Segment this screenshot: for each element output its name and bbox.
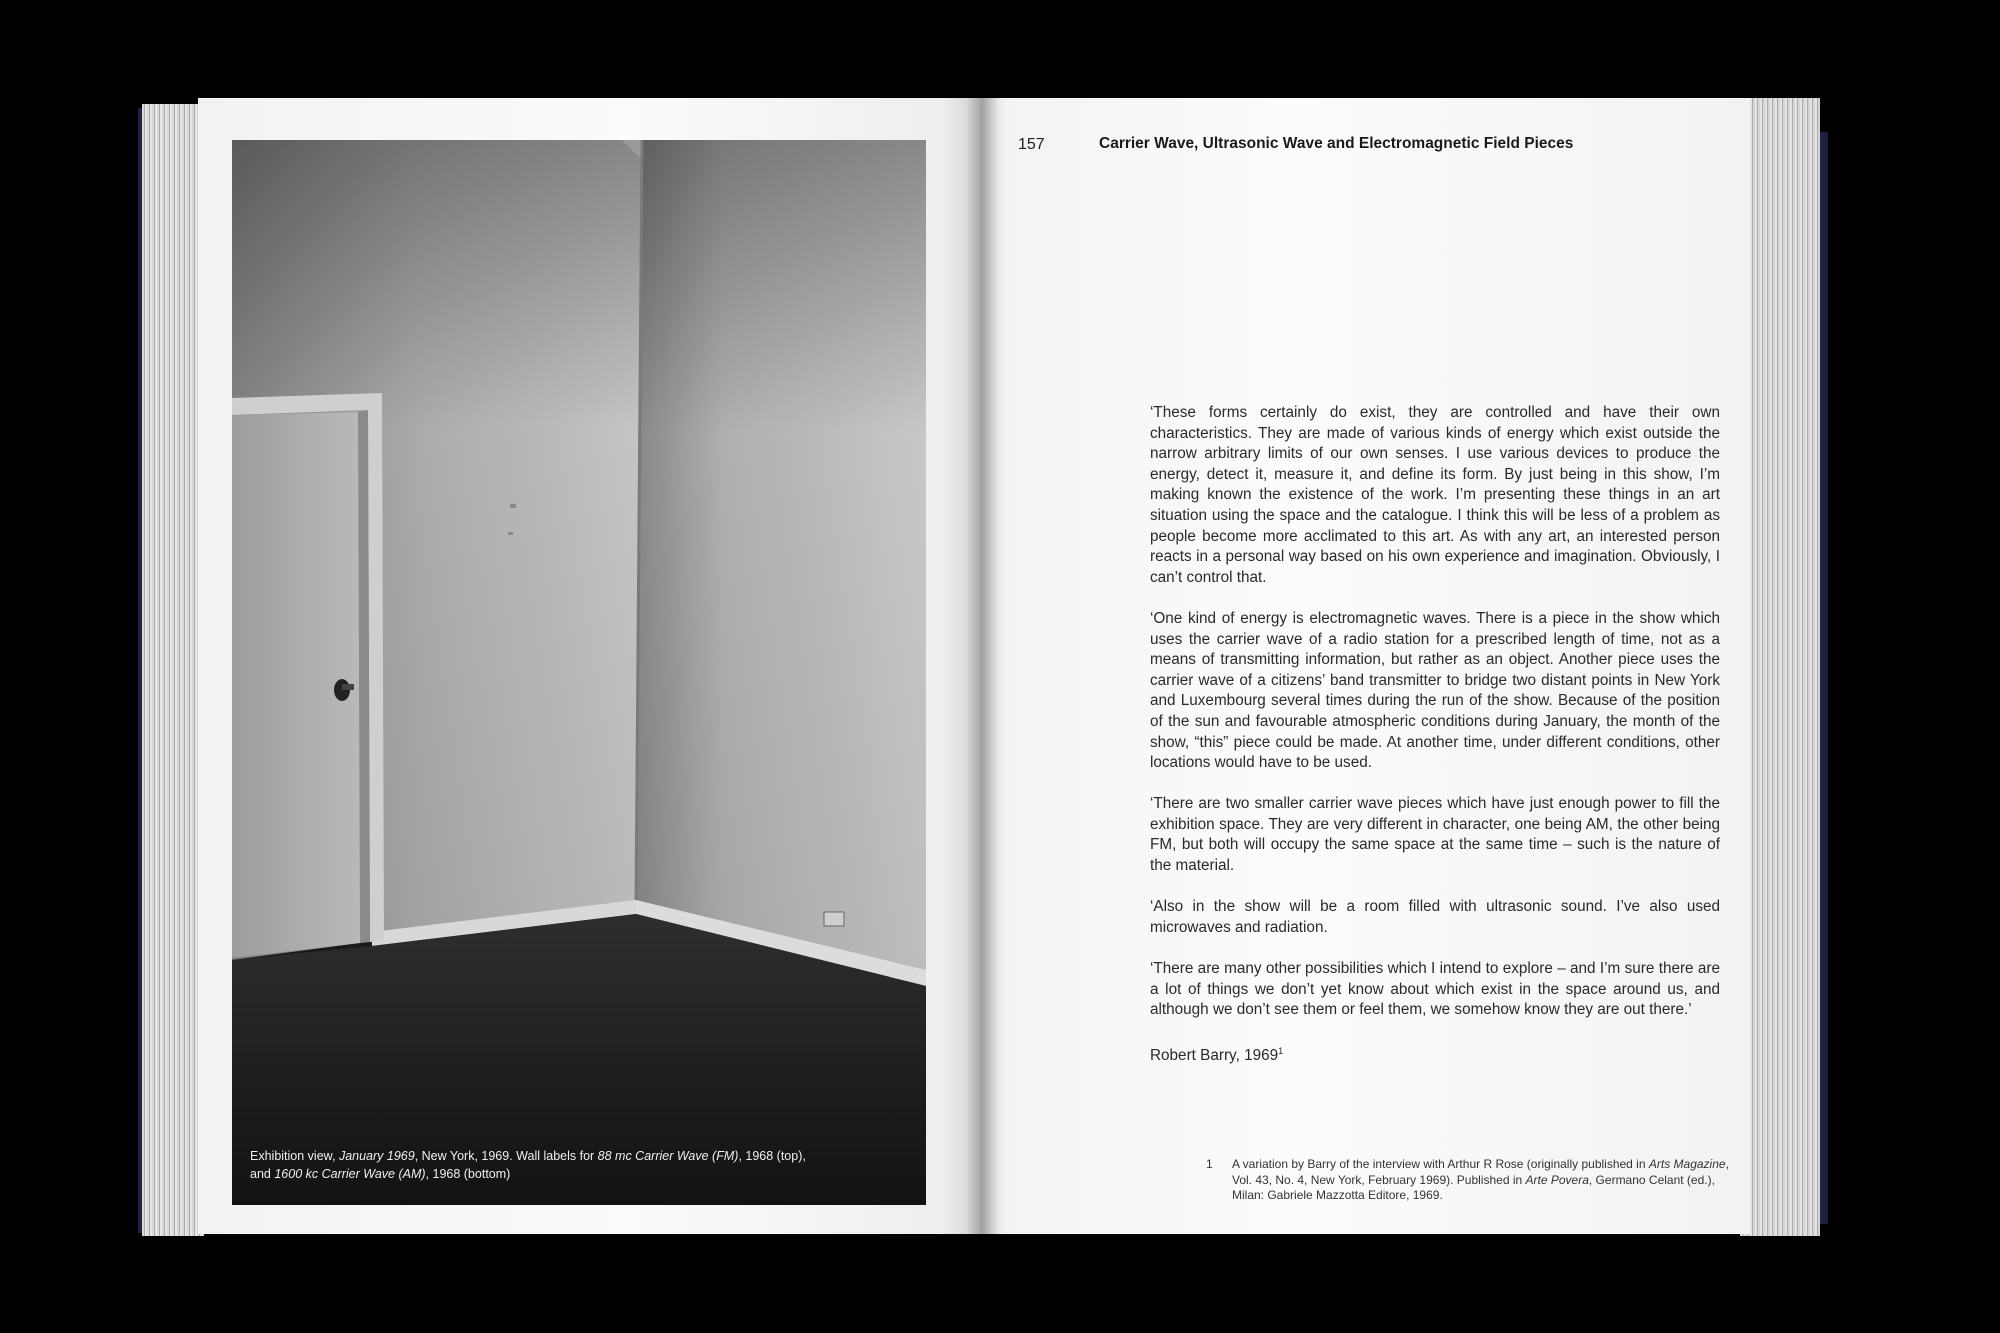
page-stack-right [1740, 98, 1820, 1236]
caption-run: and [250, 1167, 275, 1181]
footnote-run: A variation by Barry of the interview with Arthur R Rose (originally published in [1232, 1157, 1649, 1171]
caption-run: 1600 kc Carrier Wave (AM) [274, 1167, 426, 1181]
caption-run: , 1968 (top), [738, 1149, 806, 1163]
caption-run: 88 mc Carrier Wave (FM) [597, 1149, 739, 1163]
caption-run: January 1969 [338, 1149, 415, 1163]
caption-run: , New York, 1969. Wall labels for [414, 1149, 598, 1163]
footnote-number: 1 [1206, 1157, 1213, 1171]
paragraph: ‘These forms certainly do exist, they are controlled and have their own characteristics. They are made of various kinds of energy which exist outside the narrow arbitrary limits of our own senses. I use various devices to produce the energy, detect it, measure it, and define its form. By just being in this show, I’m making known the existence of the work. I’m presenting these things in an art situation using the space and the catalogue. I think this will be less of a problem as people become more acclimated to this art. As with any art, an interested person reacts in a personal way based on his own experience and imagination. Obviously, I can’t control that. [1150, 404, 1720, 586]
running-head: Carrier Wave, Ultrasonic Wave and Electromagnetic Field Pieces [1099, 135, 1574, 152]
room-corner-photo [232, 140, 926, 1205]
page-number: 157 [1018, 136, 1045, 153]
paragraph: ‘One kind of energy is electromagnetic waves. There is a piece in the show which uses the carrier wave of a radio station for a prescribed length of time, not as a means of transmitting information, but rather as an object. Another piece uses the carrier wave of a citizens’ band transmitter to bridge two distant points in New York and Luxembourg several times during the run of the show. Because of the position of the sun and favourable atmospheric conditions during January, the month of the show, “this” piece could be made. At another time, under different conditions, other locations would have to be used. [1150, 609, 1720, 772]
paragraph: ‘There are many other possibilities which I intend to explore – and I’m sure there are a lot of things we don’t yet know about which exist in the space around us, and although we don’t see them or feel them, we somehow know they are out there.’ [1150, 960, 1720, 1019]
footnote-run: Arte Povera [1525, 1172, 1589, 1187]
paragraph: ‘Also in the show will be a room filled with ultrasonic sound. I’ve also used microwaves and radiation. [1150, 898, 1720, 936]
footnote-marker: 1 [1278, 1046, 1284, 1057]
signature [1150, 1041, 1720, 1067]
caption-run: Exhibition view, [250, 1149, 339, 1163]
exhibition-photograph [232, 140, 926, 1205]
caption-run: , 1968 (bottom) [425, 1167, 511, 1181]
footnote-run: , Germano Celant (ed.), Milan: Gabriele Mazzotta Editore, 1969. [1232, 1172, 1715, 1202]
photo-caption [250, 1147, 890, 1183]
footnote-text [1232, 1157, 1732, 1204]
footnote-run: Arts Magazine [1648, 1157, 1726, 1171]
page-stack-left [142, 104, 204, 1236]
paragraph: ‘There are two smaller carrier wave pieces which have just enough power to fill the exhibition space. They are very different in character, one being AM, the other being FM, but both will occupy the same space at the same time – such is the nature of the material. [1150, 795, 1720, 875]
book-gutter-shadow [966, 98, 998, 1236]
signature-text: Robert Barry, 1969 [1150, 1047, 1279, 1065]
footnote-run: , Vol. 43, No. 4, New York, February 1969). Published in [1232, 1157, 1729, 1187]
quoted-statement [1150, 403, 1720, 1088]
